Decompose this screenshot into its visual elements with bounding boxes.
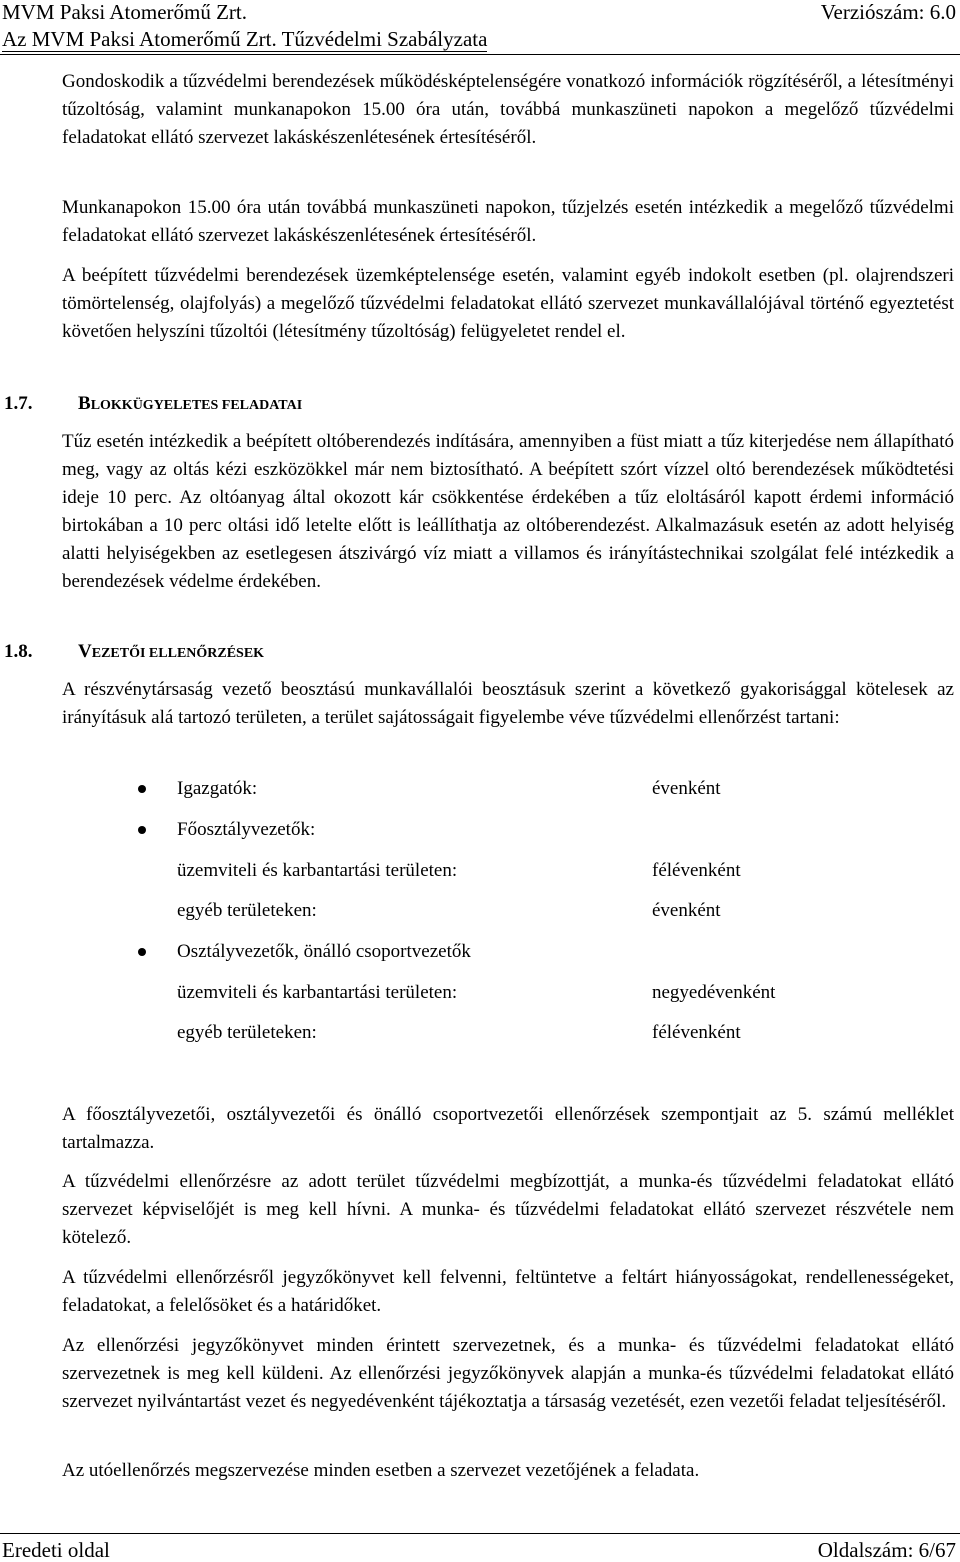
intro-paragraph-2: Munkanapokon 15.00 óra után továbbá munkaszüneti napokon, tűzjelzés esetén intézkedik a megelőző tűzvédelmi feladatokat ellátó szervezet lakáskészenlétesének értesítéséről. [62, 197, 954, 246]
section-title-initial: V [78, 641, 92, 662]
header-divider [0, 54, 960, 55]
bullet-icon [138, 826, 146, 834]
document-title: Az MVM Paksi Atomerőmű Zrt. Tűzvédelmi Szabályzata [2, 27, 488, 51]
schedule-label: egyéb területeken: [177, 1022, 317, 1043]
section-number-1-8: 1.8. [4, 641, 33, 662]
schedule-frequency: évenként [652, 778, 721, 799]
schedule-label: üzemviteli és karbantartási területen: [177, 860, 458, 881]
bullet-icon [138, 948, 146, 956]
bullet-icon [138, 785, 146, 793]
section-1-7-body: Tűz esetén intézkedik a beépített oltóberendezés indítására, amennyiben a füst miatt a tűz kiterjedése nem állapítható meg, vagy az oltás kézi eszközökkel már nem biztosítható. A beépített szórt vízzel oltó berendezések működtetési ideje 10 perc. Az oltóanyag által okozott kár csökkentése érdekében a tűz eloltásáról kapott érdemi információ birtokában a 10 perc oltási idő letelte előtt is leállíthatja az oltóberendezést. Alkalmazásuk esetén az adott helyiség alatti helyiségekben az esetlegesen átszivárgó víz miatt a villamos és irányítástechnikai szolgálat felé intézkedik a berendezések védelme érdekében. [62, 431, 954, 592]
section-number-1-7: 1.7. [4, 393, 33, 414]
intro-paragraph-3: A beépített tűzvédelmi berendezések üzemképtelensége esetén, valamint egyéb indokolt esetben (pl. olajrendszeri tömörtelenség, olajfolyás) a megelőző tűzvédelmi feladatokat ellátó szervezet munkavállalójával történő egyeztetést követően helyszíni tűzoltói (létesítmény tűzoltóság) felügyeletet rendel el. [62, 265, 954, 342]
schedule-label: egyéb területeken: [177, 900, 317, 921]
section-title-1-8 [78, 640, 264, 666]
page-footer [0, 1533, 960, 1562]
schedule-frequency: félévenként [652, 1022, 741, 1043]
intro-paragraph-1: Gondoskodik a tűzvédelmi berendezések működésképtelenségére vonatkozó információk rögzítéséről, a létesítményi tűzoltóság, valamint munkanapokon 15.00 óra után, továbbá munkaszüneti napokon a megelőző tűzvédelmi feladatokat ellátó szervezet lakáskészenlétesének értesítéséről. [62, 71, 954, 148]
paragraph-invitation: A tűzvédelmi ellenőrzésre az adott terület tűzvédelmi megbízottját, a munka-és tűzvédelmi feladatokat ellátó szervezet képviselőjét is meg kell hívni. A munka- és tűzvédelmi feladatokat ellátó szervezet részvétele nem kötelező. [62, 1171, 954, 1248]
schedule-label: Osztályvezetők, önálló csoportvezetők [177, 941, 471, 962]
paragraph-checklist-reference: A főosztályvezetői, osztályvezetői és önálló csoportvezetői ellenőrzések szempontjait az 5. számú melléklet tartalmazza. [62, 1104, 954, 1153]
schedule-frequency: félévenként [652, 860, 741, 881]
paragraph-follow-up: Az utóellenőrzés megszervezése minden esetben a szervezet vezetőjének a feladata. [62, 1460, 700, 1481]
footer-page-number: Oldalszám: 6/67 [817, 1538, 956, 1562]
version-number: Verziószám: 6.0 [820, 0, 956, 24]
section-title-initial: B [78, 393, 91, 414]
section-title-1-7 [78, 392, 302, 418]
schedule-frequency: negyedévenként [652, 982, 776, 1003]
schedule-label: Igazgatók: [177, 778, 258, 799]
schedule-label: üzemviteli és karbantartási területen: [177, 982, 458, 1003]
footer-original-page: Eredeti oldal [2, 1538, 110, 1562]
schedule-frequency: évenként [652, 900, 721, 921]
section-title-rest: EZETŐI ELLENŐRZÉSEK [91, 646, 265, 661]
section-1-8-intro: A részvénytársaság vezető beosztású munkavállalói beosztásuk szerint a következő gyakorisággal kötelesek az irányításuk alá tartozó területen, a terület sajátosságait figyelembe véve tűzvédelmi ellenőrzést tartani: [62, 679, 954, 728]
paragraph-distribution: Az ellenőrzési jegyzőkönyvet minden érintett szervezetnek, és a munka- és tűzvédelmi feladatokat ellátó szervezetnek is meg kell küldeni. Az ellenőrzési jegyzőkönyvek alapján a munka-és tűzvédelmi feladatokat ellátó szervezet nyilvántartást vezet és negyedévenként tájékoztatja a társaság vezetését, ezen vezetői feladat teljesítéséről. [62, 1335, 954, 1412]
schedule-label: Főosztályvezetők: [177, 819, 316, 840]
section-title-rest: LOKKÜGYELETES FELADATAI [90, 398, 303, 413]
company-name: MVM Paksi Atomerőmű Zrt. [2, 0, 247, 24]
paragraph-minutes: A tűzvédelmi ellenőrzésről jegyzőkönyvet kell felvenni, feltüntetve a feltárt hiányosságokat, rendellenességeket, feladatokat, a felelősöket és a határidőket. [62, 1267, 954, 1316]
